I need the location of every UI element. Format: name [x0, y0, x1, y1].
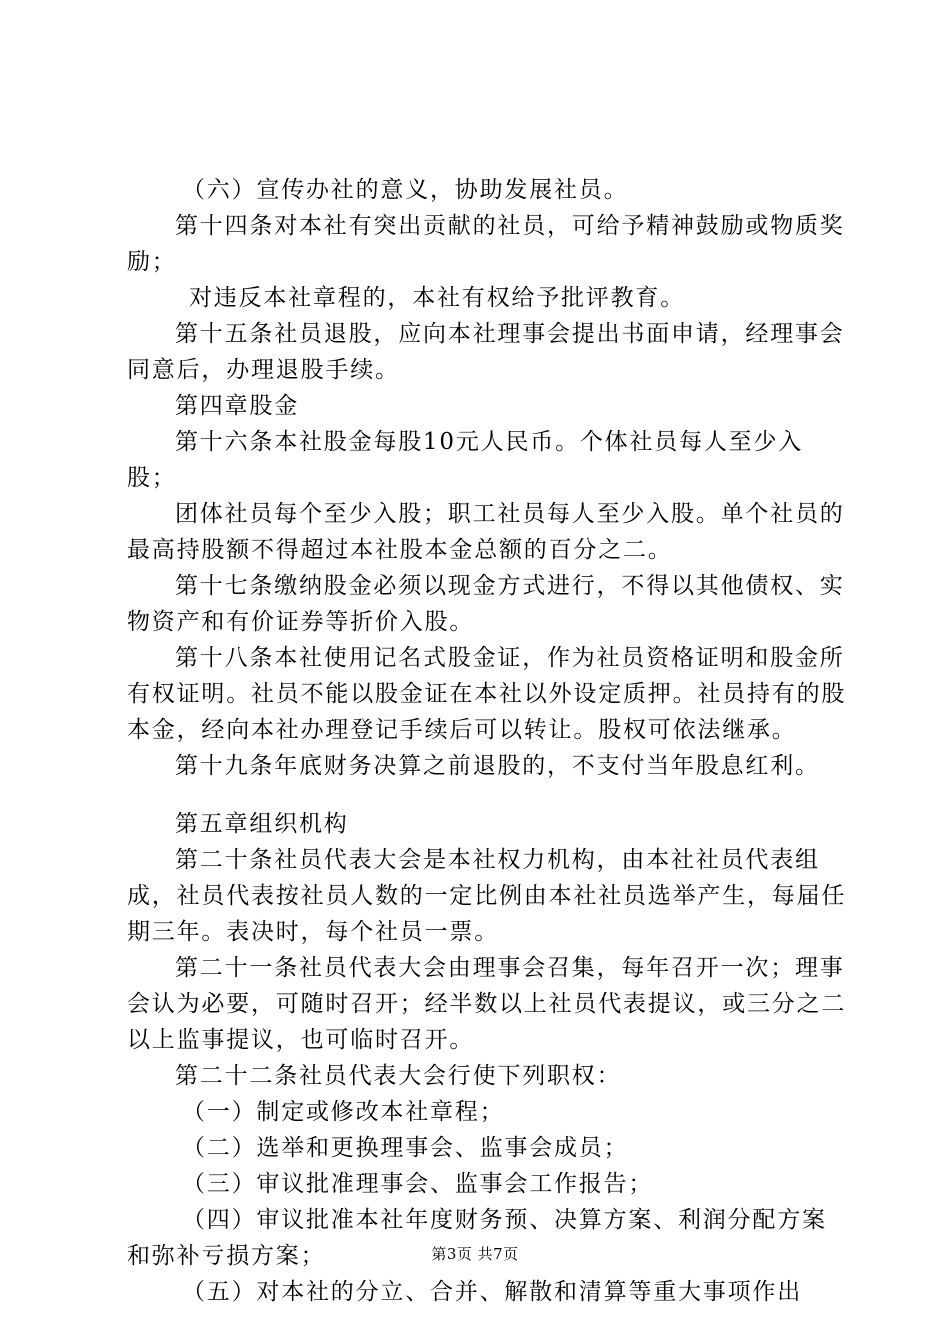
- paragraph: 第二十二条社员代表大会行使下列职权：: [175, 1063, 622, 1089]
- paragraph: 第十四条对本社有突出贡献的社员，可给予精神鼓励或物质奖励；: [127, 213, 845, 275]
- paragraph: 第十八条本社使用记名式股金证，作为社员资格证明和股金所有权证明。社员不能以股金证在本社以外设定质押。社员持有的股本金，经向本社办理登记手续后可以转让。股权可依法继承。: [127, 645, 847, 743]
- paragraph: （六）宣传办社的意义，协助发展社员。: [182, 177, 629, 203]
- page-footer: [0, 1243, 950, 1264]
- list-item: （四）审议批准本社年度财务预、决算方案、利润分配方案和弥补亏损方案；: [127, 1207, 827, 1269]
- paragraph: 第十六条本社股金每股10元人民币。个体社员每人至少入股；: [127, 429, 804, 491]
- paragraph: 第二十一条社员代表大会由理事会召集，每年召开一次；理事会认为必要，可随时召开；经半数以上社员代表提议，或三分之二以上监事提议，也可临时召开。: [127, 955, 847, 1053]
- chapter-heading: 第五章组织机构: [175, 811, 349, 837]
- chapter-heading: 第四章股金: [175, 393, 299, 419]
- list-item: （五）对本社的分立、合并、解散和清算等重大事项作出: [182, 1279, 802, 1305]
- document-body: [127, 172, 847, 1310]
- paragraph: 第十九条年底财务决算之前退股的，不支付当年股息红利。: [175, 753, 820, 779]
- paragraph: 对违反本社章程的，本社有权给予批评教育。: [189, 285, 685, 311]
- list-item: （三）审议批准理事会、监事会工作报告；: [182, 1171, 654, 1197]
- paragraph: 第十五条社员退股，应向本社理事会提出书面申请，经理事会同意后，办理退股手续。: [127, 321, 845, 383]
- paragraph: 团体社员每个至少入股；职工社员每人至少入股。单个社员的最高持股额不得超过本社股本金总额的百分之二。: [127, 501, 845, 563]
- list-item: （二）选举和更换理事会、监事会成员；: [182, 1135, 629, 1161]
- paragraph: 第二十条社员代表大会是本社权力机构，由本社社员代表组成，社员代表按社员人数的一定比例由本社社员选举产生，每届任期三年。表决时，每个社员一票。: [127, 847, 847, 945]
- paragraph-gap: [127, 784, 847, 806]
- paragraph: 第十七条缴纳股金必须以现金方式进行，不得以其他债权、实物资产和有价证券等折价入股。: [127, 573, 845, 635]
- page-number-label: 第3页 共7页: [431, 1245, 519, 1263]
- list-item: （一）制定或修改本社章程；: [182, 1099, 505, 1125]
